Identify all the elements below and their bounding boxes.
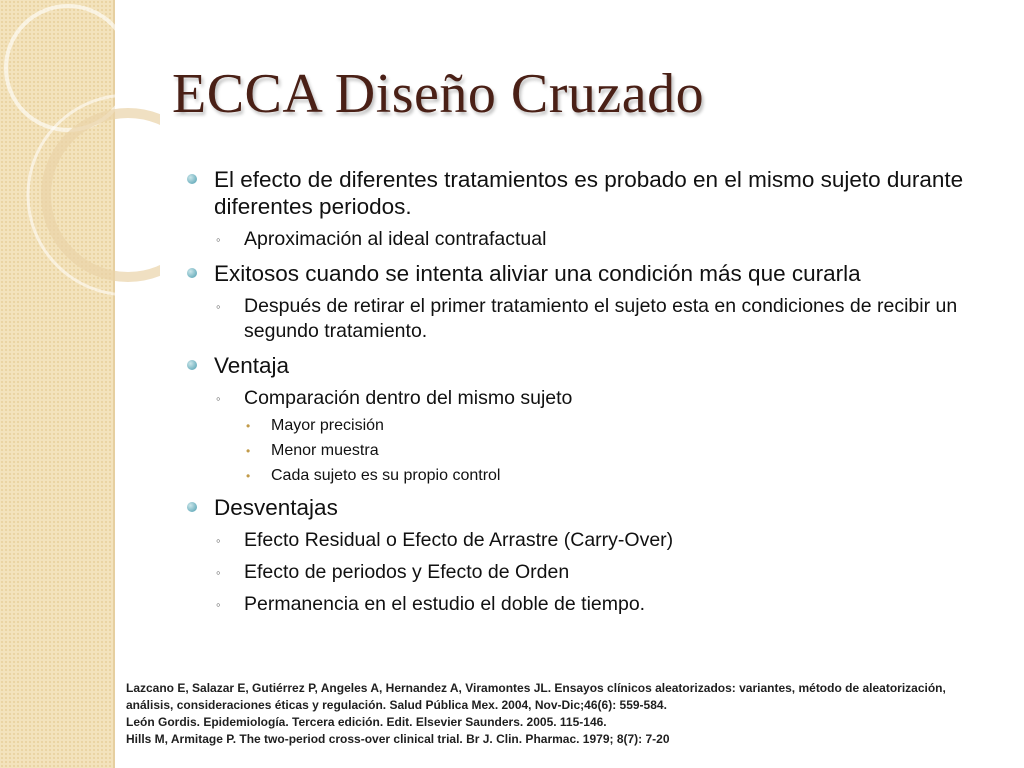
circle-bullet-icon: ◦ xyxy=(216,232,221,247)
sub-bullet-item xyxy=(180,592,1000,617)
circle-bullet-icon: ◦ xyxy=(216,299,221,314)
sub-sub-bullet-item xyxy=(180,416,1000,436)
sub-bullet-text: Permanencia en el estudio el doble de tiempo. xyxy=(244,593,646,615)
bullet-item xyxy=(180,260,1000,287)
star-bullet-icon: • xyxy=(246,469,251,483)
sub-bullet-item xyxy=(180,294,1000,344)
sub-bullet-item xyxy=(180,227,1000,252)
bullet-icon xyxy=(187,360,197,370)
sub-sub-bullet-item xyxy=(180,466,1000,486)
reference-item: Hills M, Armitage P. The two-period cross-over clinical trial. Br J. Clin. Pharmac. 1979; 8(7): 7-20 xyxy=(126,732,670,746)
sub-sub-bullet-text: Mayor precisión xyxy=(271,417,384,434)
reference-item: León Gordis. Epidemiología. Tercera edición. Edit. Elsevier Saunders. 2005. 115-146. xyxy=(126,715,607,729)
star-bullet-icon: • xyxy=(246,419,251,433)
bullet-icon xyxy=(187,502,197,512)
bullet-text: Desventajas xyxy=(214,495,338,520)
sub-bullet-item xyxy=(180,386,1000,411)
references xyxy=(126,680,986,748)
sub-sub-bullet-text: Menor muestra xyxy=(271,442,379,459)
decorative-rings-graphic xyxy=(0,0,160,300)
slide-title: ECCA Diseño Cruzado xyxy=(172,63,705,125)
circle-bullet-icon: ◦ xyxy=(216,597,221,612)
sub-bullet-text: Comparación dentro del mismo sujeto xyxy=(244,387,573,409)
bullet-item xyxy=(180,494,1000,521)
circle-bullet-icon: ◦ xyxy=(216,533,221,548)
sub-sub-bullet-item xyxy=(180,441,1000,461)
bullet-icon xyxy=(187,174,197,184)
sub-sub-bullet-text: Cada sujeto es su propio control xyxy=(271,467,501,484)
sub-bullet-item xyxy=(180,528,1000,553)
sub-bullet-text: Efecto Residual o Efecto de Arrastre (Carry-Over) xyxy=(244,529,674,551)
reference-item: Lazcano E, Salazar E, Gutiérrez P, Angeles A, Hernandez A, Viramontes JL. Ensayos clínicos aleatorizados: variantes, método de aleatorización, análisis, consideraciones éticas y regulación. Salud Pública Mex. 2004, Nov-Dic;46(6): 559-584. xyxy=(126,681,946,712)
bullet-text: Ventaja xyxy=(214,353,290,378)
bullet-item xyxy=(180,352,1000,379)
sub-bullet-text: Después de retirar el primer tratamiento el sujeto esta en condiciones de recibir un segundo tratamiento. xyxy=(244,295,958,342)
bullet-icon xyxy=(187,268,197,278)
bullet-text: Exitosos cuando se intenta aliviar una condición más que curarla xyxy=(214,261,861,286)
circle-bullet-icon: ◦ xyxy=(216,565,221,580)
bullet-list xyxy=(180,166,1000,617)
sub-bullet-text: Efecto de periodos y Efecto de Orden xyxy=(244,561,570,583)
decorative-ring-inner xyxy=(46,113,160,277)
star-bullet-icon: • xyxy=(246,444,251,458)
bullet-item xyxy=(180,166,1000,220)
circle-bullet-icon: ◦ xyxy=(216,391,221,406)
sub-bullet-item xyxy=(180,560,1000,585)
bullet-text: El efecto de diferentes tratamientos es probado en el mismo sujeto durante diferentes periodos. xyxy=(214,167,964,219)
sub-bullet-text: Aproximación al ideal contrafactual xyxy=(244,228,547,250)
